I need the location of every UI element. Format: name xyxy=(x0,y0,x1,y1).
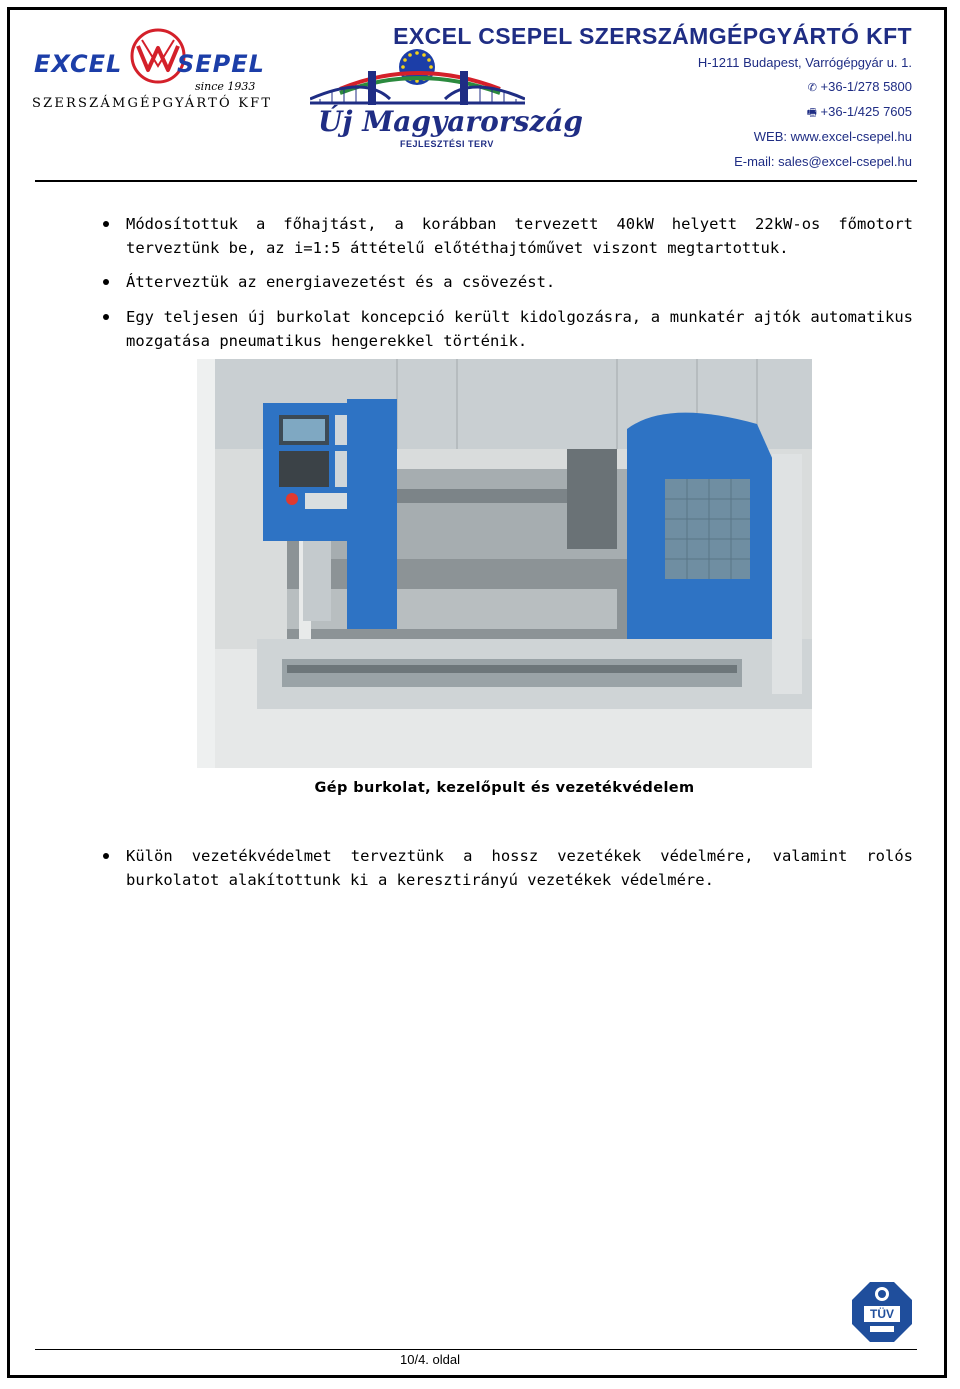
bullet-enclosure-concept: Egy teljesen új burkolat koncepció került kidolgozásra, a munkatér ajtók automatikus mozgatása pneumatikus hengerekkel történik. xyxy=(126,305,913,353)
bullet-energy-piping: Átterveztük az energiavezetést és a csövezést. xyxy=(126,270,913,294)
uj-magyarorszag-logo xyxy=(310,45,583,170)
phone-number: +36-1/278 5800 xyxy=(820,79,912,94)
fax-icon: 🖷 xyxy=(806,107,817,119)
page-number: 10/4. oldal xyxy=(400,1352,460,1367)
company-name: EXCEL CSEPEL SZERSZÁMGÉPGYÁRTÓ KFT xyxy=(393,23,912,49)
logo-word-right: SEPEL xyxy=(177,50,265,78)
footer-divider xyxy=(35,1349,917,1350)
address: H-1211 Budapest, Varrógépgyár u. 1. xyxy=(697,55,912,70)
web-address[interactable]: WEB: www.excel-csepel.hu xyxy=(753,129,912,144)
excel-csepel-logo xyxy=(32,26,273,116)
bullet-wire-protection: Külön vezetékvédelmet terveztünk a hossz vezetékek védelmére, valamint rolós burkolatot alakítottunk ki a keresztirányú vezetékek védelmére. xyxy=(126,844,913,892)
umt-logo-title: Új Magyarország xyxy=(318,105,583,138)
email-address[interactable]: E-mail: sales@excel-csepel.hu xyxy=(734,154,912,169)
logo-since: since 1933 xyxy=(195,80,256,93)
tuv-label: TÜV xyxy=(870,1307,894,1321)
fax-line xyxy=(807,104,912,123)
umt-logo-subtitle: FEJLESZTÉSI TERV xyxy=(400,139,494,149)
phone-line xyxy=(808,79,912,94)
fax-number: +36-1/425 7605 xyxy=(820,104,912,119)
machine-photo xyxy=(197,359,812,768)
header-divider xyxy=(35,180,917,182)
photo-caption: Gép burkolat, kezelőpult és vezetékvédelem xyxy=(314,780,695,796)
bullet-main-drive: Módosítottuk a főhajtást, a korábban tervezett 40kW helyett 22kW-os főmotort terveztünk be, az i=1:5 áttételű előtéthajtóművet viszont megtartottuk. xyxy=(126,212,913,260)
logo-subtitle: SZERSZÁMGÉPGYÁRTÓ KFT xyxy=(32,96,273,111)
phone-icon: ✆ xyxy=(807,82,817,94)
logo-word-left: EXCEL xyxy=(34,50,123,78)
tuv-certification-icon xyxy=(850,1280,914,1344)
